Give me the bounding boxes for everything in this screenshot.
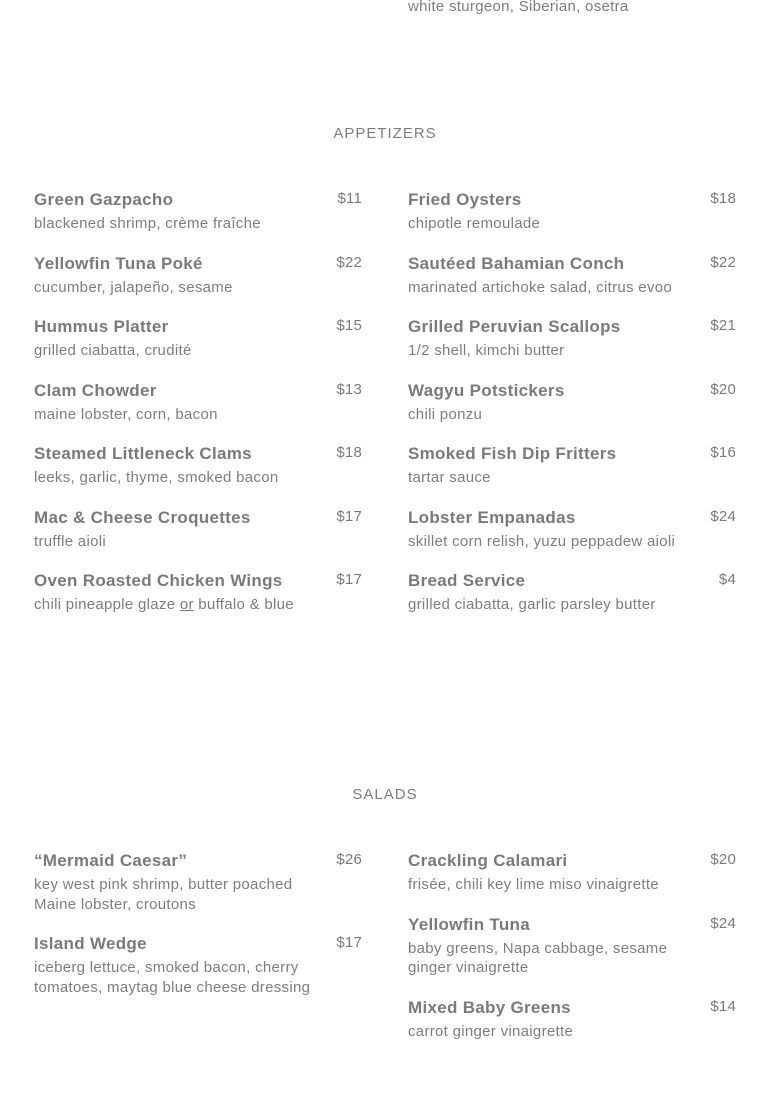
previous-item-description: white sturgeon, Siberian, osetra [408, 0, 629, 15]
menu-item-price: $18 [336, 444, 362, 461]
menu-item-crackling-calamari[interactable] [408, 850, 736, 895]
menu-item-description: skillet corn relish, yuzu peppadew aioli [408, 532, 676, 550]
menu-item-steamed-littleneck-clams[interactable] [34, 443, 362, 488]
menu-item-mermaid-caesar[interactable] [34, 850, 362, 914]
menu-item-sauteed-bahamian-conch[interactable] [408, 253, 736, 298]
menu-item-name: Sautéed Bahamian Conch [408, 253, 625, 273]
menu-item-description: baby greens, Napa cabbage, sesame ginger vinaigrette [408, 939, 668, 976]
menu-item-oven-roasted-chicken-wings[interactable] [34, 570, 362, 615]
menu-item-island-wedge[interactable] [34, 933, 362, 997]
menu-item-price: $26 [336, 851, 362, 868]
menu-item-name: Steamed Littleneck Clams [34, 444, 252, 463]
appetizers-right-column [408, 189, 736, 634]
menu-item-name: Oven Roasted Chicken Wings [34, 571, 283, 590]
salads-left-column [34, 850, 362, 1016]
menu-item-name: Green Gazpacho [34, 190, 174, 209]
menu-item-price: $13 [336, 380, 362, 398]
menu-item-name: Crackling Calamari [408, 851, 568, 870]
menu-item-hummus-platter[interactable] [34, 316, 362, 361]
menu-item-description: blackened shrimp, crème fraîche [34, 215, 261, 232]
menu-item-description: grilled ciabatta, crudité [34, 342, 192, 359]
menu-item-name: Lobster Empanadas [408, 507, 576, 527]
section-title-salads: SALADS [352, 786, 418, 803]
menu-item-description: chili ponzu [408, 405, 483, 423]
menu-item-price: $4 [718, 571, 736, 588]
menu-item-smoked-fish-dip-fritters[interactable] [408, 443, 736, 488]
menu-item-price: $15 [336, 317, 362, 334]
menu-item-bread-service[interactable] [408, 570, 736, 615]
menu-item-price: $24 [710, 914, 736, 932]
menu-item-description: 1/2 shell, kimchi butter [408, 342, 565, 359]
menu-item-price: $14 [710, 997, 736, 1015]
menu-item-description: truffle aioli [34, 532, 106, 550]
menu-item-description: leeks, garlic, thyme, smoked bacon [34, 469, 279, 486]
menu-item-lobster-empanadas[interactable] [408, 507, 736, 552]
menu-item-price: $17 [336, 507, 362, 525]
menu-item-description: chipotle remoulade [408, 215, 541, 232]
menu-item-name: Wagyu Potstickers [408, 380, 565, 400]
menu-item-green-gazpacho[interactable] [34, 189, 362, 234]
menu-item-description: tartar sauce [408, 469, 491, 486]
menu-item-price: $20 [710, 380, 736, 398]
menu-item-description: iceberg lettuce, smoked bacon, cherry tomatoes, maytag blue cheese dressing [34, 959, 311, 996]
menu-item-description: cucumber, jalapeño, sesame [34, 278, 233, 296]
menu-item-wagyu-potstickers[interactable] [408, 380, 736, 425]
menu-item-name: Hummus Platter [34, 317, 169, 336]
description-text: chili pineapple glaze [34, 596, 180, 613]
menu-item-name: Grilled Peruvian Scallops [408, 317, 621, 336]
menu-item-price: $22 [710, 253, 736, 271]
menu-item-price: $20 [710, 851, 736, 868]
menu-item-price: $11 [337, 190, 362, 207]
menu-item-name: Mixed Baby Greens [408, 997, 571, 1017]
menu-item-mac-cheese-croquettes[interactable] [34, 507, 362, 552]
menu-item-fried-oysters[interactable] [408, 189, 736, 234]
menu-item-description: frisée, chili key lime miso vinaigrette [408, 876, 659, 893]
menu-item-name: Yellowfin Tuna [408, 914, 530, 934]
menu-item-clam-chowder[interactable] [34, 380, 362, 425]
menu-item-description: key west pink shrimp, butter poached Maine lobster, croutons [34, 876, 293, 913]
menu-item-price: $17 [336, 571, 362, 588]
menu-item-price: $21 [710, 317, 736, 334]
menu-item-description: marinated artichoke salad, citrus evoo [408, 278, 673, 296]
menu-item-name: Smoked Fish Dip Fritters [408, 444, 617, 463]
menu-item-name: Fried Oysters [408, 190, 522, 209]
menu-item-name: Clam Chowder [34, 380, 157, 400]
menu-item-description [34, 595, 362, 615]
menu-item-name: Island Wedge [34, 934, 147, 953]
menu-item-description: grilled ciabatta, garlic parsley butter [408, 596, 656, 613]
section-title-appetizers: APPETIZERS [333, 125, 437, 142]
menu-item-yellowfin-tuna[interactable] [408, 914, 736, 978]
salads-right-column [408, 850, 736, 1060]
menu-item-price: $22 [336, 253, 362, 271]
menu-item-price: $24 [710, 507, 736, 525]
menu-item-name: “Mermaid Caesar” [34, 851, 188, 870]
menu-item-name: Bread Service [408, 571, 526, 590]
menu-item-mixed-baby-greens[interactable] [408, 997, 736, 1042]
description-text: buffalo & blue [193, 596, 294, 613]
menu-item-name: Mac & Cheese Croquettes [34, 507, 251, 527]
menu-item-grilled-peruvian-scallops[interactable] [408, 316, 736, 361]
menu-item-price: $18 [710, 190, 736, 207]
menu-item-description: carrot ginger vinaigrette [408, 1022, 574, 1040]
menu-item-yellowfin-tuna-poke[interactable] [34, 253, 362, 298]
menu-item-description: maine lobster, corn, bacon [34, 405, 218, 423]
menu-item-price: $17 [336, 934, 362, 951]
menu-item-price: $16 [710, 444, 736, 461]
menu-item-name: Yellowfin Tuna Poké [34, 253, 203, 273]
appetizers-left-column [34, 189, 362, 634]
description-or-underlined: or [179, 596, 194, 613]
